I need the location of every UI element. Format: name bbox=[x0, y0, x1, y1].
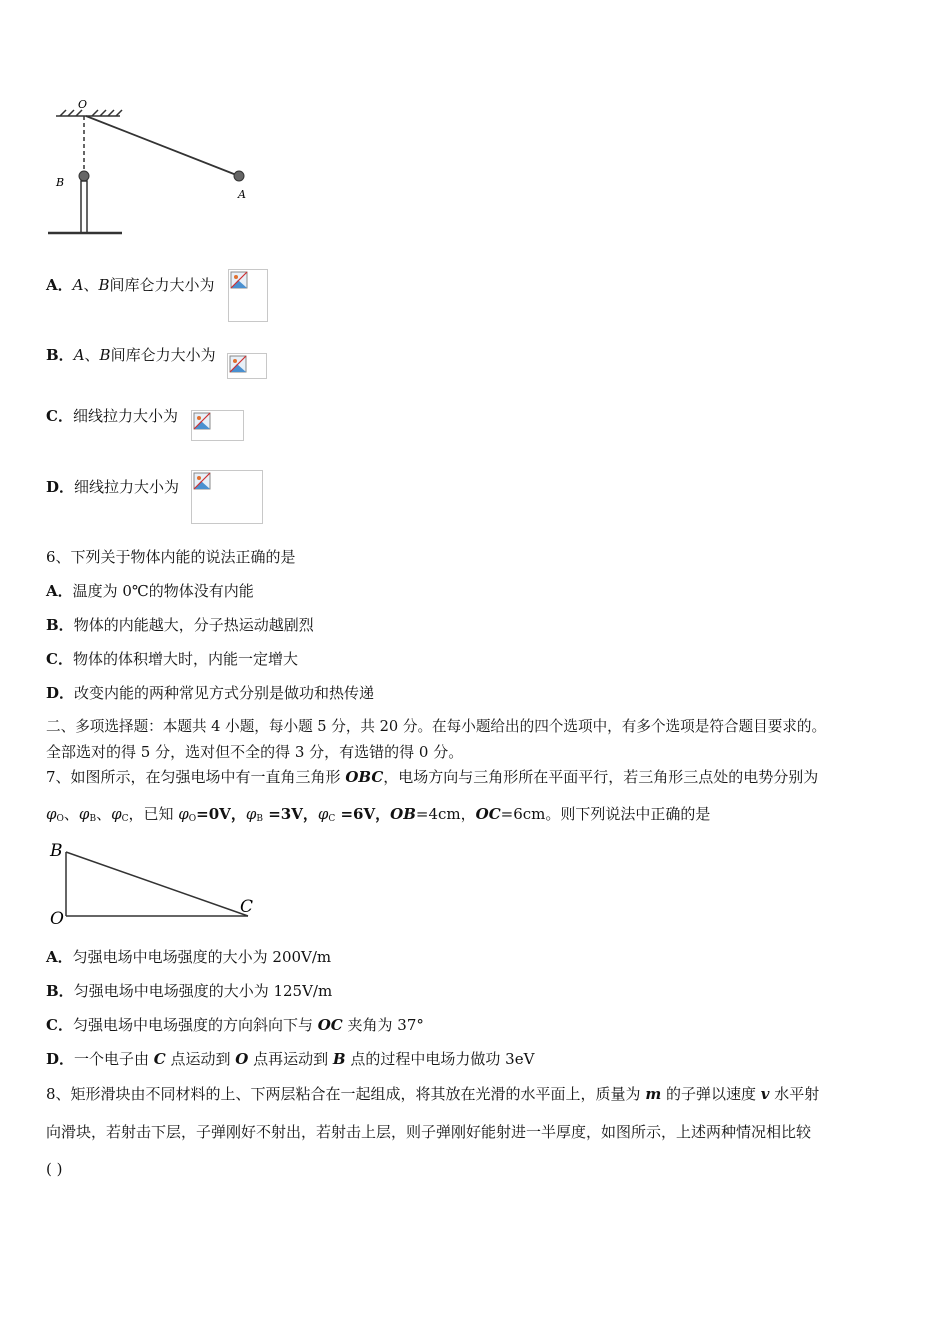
q6-option-a: A．温度为 0℃的物体没有内能 bbox=[46, 582, 254, 600]
q7-stem-line2: $\varphi_O$、$\varphi_B$、$\varphi_C$，已知 $\varphi_O=0V$，$\varphi_B =3V$，$\varphi_C =6V$，OB=4cm，OC=6cm。则下列说法中正确的是 bbox=[46, 805, 711, 824]
q5-option-c: C．细线拉力大小为 bbox=[46, 407, 178, 425]
q7-option-d: D．一个电子由 C 点运动到 O 点再运动到 B 点的过程中电场力做功 3eV bbox=[46, 1050, 535, 1068]
q6-option-d: D．改变内能的两种常见方式分别是做功和热传递 bbox=[46, 684, 375, 702]
q6-stem: 6、下列关于物体内能的说法正确的是 bbox=[46, 548, 296, 566]
figure-pendulum bbox=[44, 96, 264, 241]
fig2-label-o: O bbox=[50, 909, 64, 929]
q8-answer-blank: ( ) bbox=[46, 1160, 63, 1178]
fig1-label-b: B bbox=[56, 176, 65, 189]
side-bc bbox=[66, 852, 248, 916]
section2-line2: 全部选对的得 5 分，选对但不全的得 3 分，有选错的得 0 分。 bbox=[46, 743, 464, 761]
broken-image-formula bbox=[191, 410, 244, 441]
broken-image-icon bbox=[230, 271, 248, 289]
section2-line1: 二、多项选择题：本题共 4 小题，每小题 5 分，共 20 分。在每小题给出的四个选项中，有多个选项是符合题目要求的。 bbox=[46, 718, 827, 735]
fig2-label-c: C bbox=[240, 897, 254, 917]
stand bbox=[81, 181, 87, 233]
ball-a bbox=[234, 171, 244, 181]
broken-image-formula bbox=[228, 269, 268, 322]
broken-image-icon bbox=[193, 472, 211, 490]
q6-option-c: C．物体的体积增大时，内能一定增大 bbox=[46, 650, 298, 668]
string-oa bbox=[86, 116, 239, 176]
broken-image-formula bbox=[191, 470, 263, 524]
q8-line1: 8、矩形滑块由不同材料的上、下两层粘合在一起组成，将其放在光滑的水平面上，质量为 m 的子弹以速度 v 水平射 bbox=[46, 1085, 820, 1103]
broken-image-formula bbox=[227, 353, 267, 379]
q8-line2: 向滑块，若射击下层，子弹刚好不射出，若射击上层，则子弹刚好能射进一半厚度，如图所示，上述两种情况相比较 bbox=[46, 1123, 812, 1141]
q6-option-b: B．物体的内能越大，分子热运动越剧烈 bbox=[46, 616, 314, 634]
figure-triangle-obc bbox=[44, 838, 264, 930]
q5-option-b: B．A、B间库仑力大小为 bbox=[46, 346, 216, 364]
q5-option-a: A．A、B间库仑力大小为 bbox=[46, 276, 215, 294]
fig1-label-o: O bbox=[78, 98, 88, 111]
fig1-label-a: A bbox=[238, 188, 246, 201]
fig2-label-b: B bbox=[50, 841, 63, 861]
q7-option-c: C．匀强电场中电场强度的方向斜向下与 OC 夹角为 37° bbox=[46, 1016, 424, 1034]
q7-option-b: B．匀强电场中电场强度的大小为 125V/m bbox=[46, 982, 333, 1000]
broken-image-icon bbox=[193, 412, 211, 430]
ceiling bbox=[56, 110, 122, 116]
q5-option-d: D．细线拉力大小为 bbox=[46, 478, 180, 496]
ball-b bbox=[79, 171, 89, 181]
q7-stem-line1: 7、如图所示，在匀强电场中有一直角三角形 OBC，电场方向与三角形所在平面平行，若三角形三点处的电势分别为 bbox=[46, 768, 819, 786]
q7-option-a: A．匀强电场中电场强度的大小为 200V/m bbox=[46, 948, 332, 966]
broken-image-icon bbox=[229, 355, 247, 373]
